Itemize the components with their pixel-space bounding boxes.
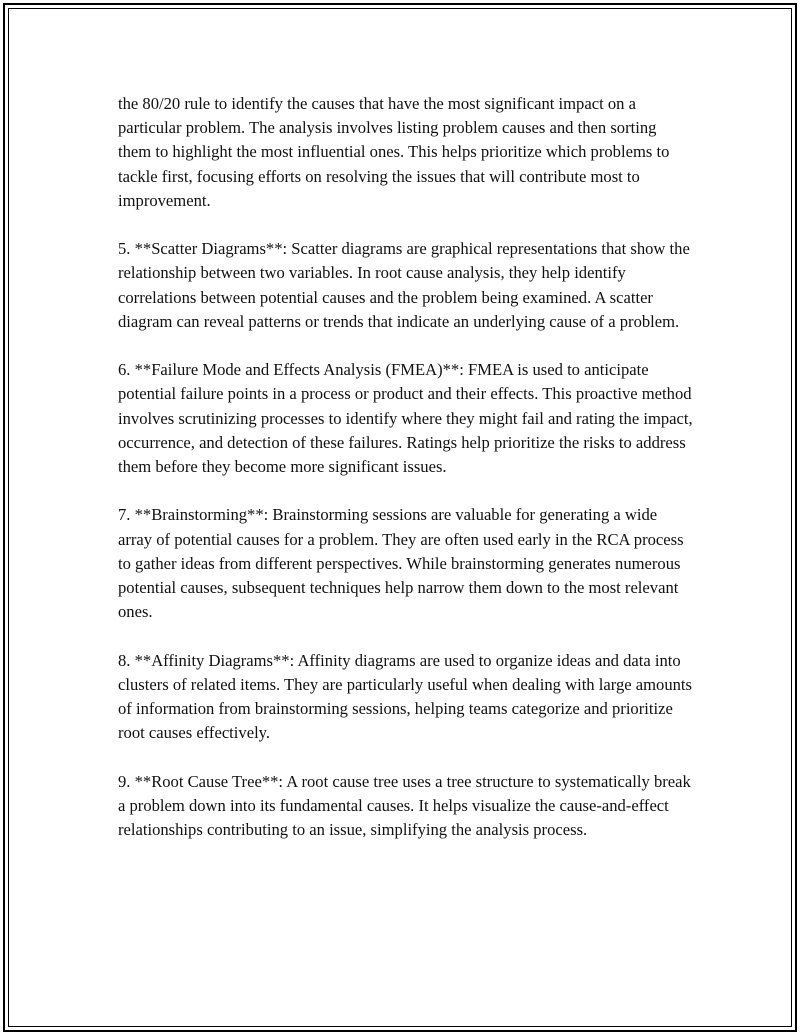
paragraph-affinity-diagrams: 8. **Affinity Diagrams**: Affinity diagrams are used to organize ideas and data into clusters of related items. They are particularly useful when dealing with large amounts of information from brainstorming sessions, helping teams categorize and prioritize root causes effectively. [118, 650, 692, 743]
paragraph-root-cause-tree: 9. **Root Cause Tree**: A root cause tree uses a tree structure to systematically break a problem down into its fundamental causes. It helps visualize the cause-and-effect relationships contributing to an issue, simplifying the analysis process. [118, 771, 691, 840]
document-body [118, 92, 693, 866]
paragraph-fmea: 6. **Failure Mode and Effects Analysis (FMEA)**: FMEA is used to anticipate potential failure points in a process or product and their effects. This proactive method involves scrutinizing processes to identify where they might fail and rating the impact, occurrence, and detection of these failures. Ratings help prioritize the risks to address them before they become more significant issues. [118, 360, 693, 477]
paragraph-scatter-diagrams: 5. **Scatter Diagrams**: Scatter diagrams are graphical representations that show the relationship between two variables. In root cause analysis, they help identify correlations between potential causes and the problem being examined. A scatter diagram can reveal patterns or trends that indicate an underlying cause of a problem. [118, 239, 690, 331]
paragraph-brainstorming: 7. **Brainstorming**: Brainstorming sessions are valuable for generating a wide array of potential causes for a problem. They are often used early in the RCA process to gather ideas from different perspectives. While brainstorming generates numerous potential causes, subsequent techniques help narrow them down to the most relevant ones. [118, 505, 684, 622]
paragraph-pareto-continuation: the 80/20 rule to identify the causes that have the most significant impact on a particular problem. The analysis involves listing problem causes and then sorting them to highlight the most influential ones. This helps prioritize which problems to tackle first, focusing efforts on resolving the issues that will contribute most to improvement. [118, 94, 670, 210]
